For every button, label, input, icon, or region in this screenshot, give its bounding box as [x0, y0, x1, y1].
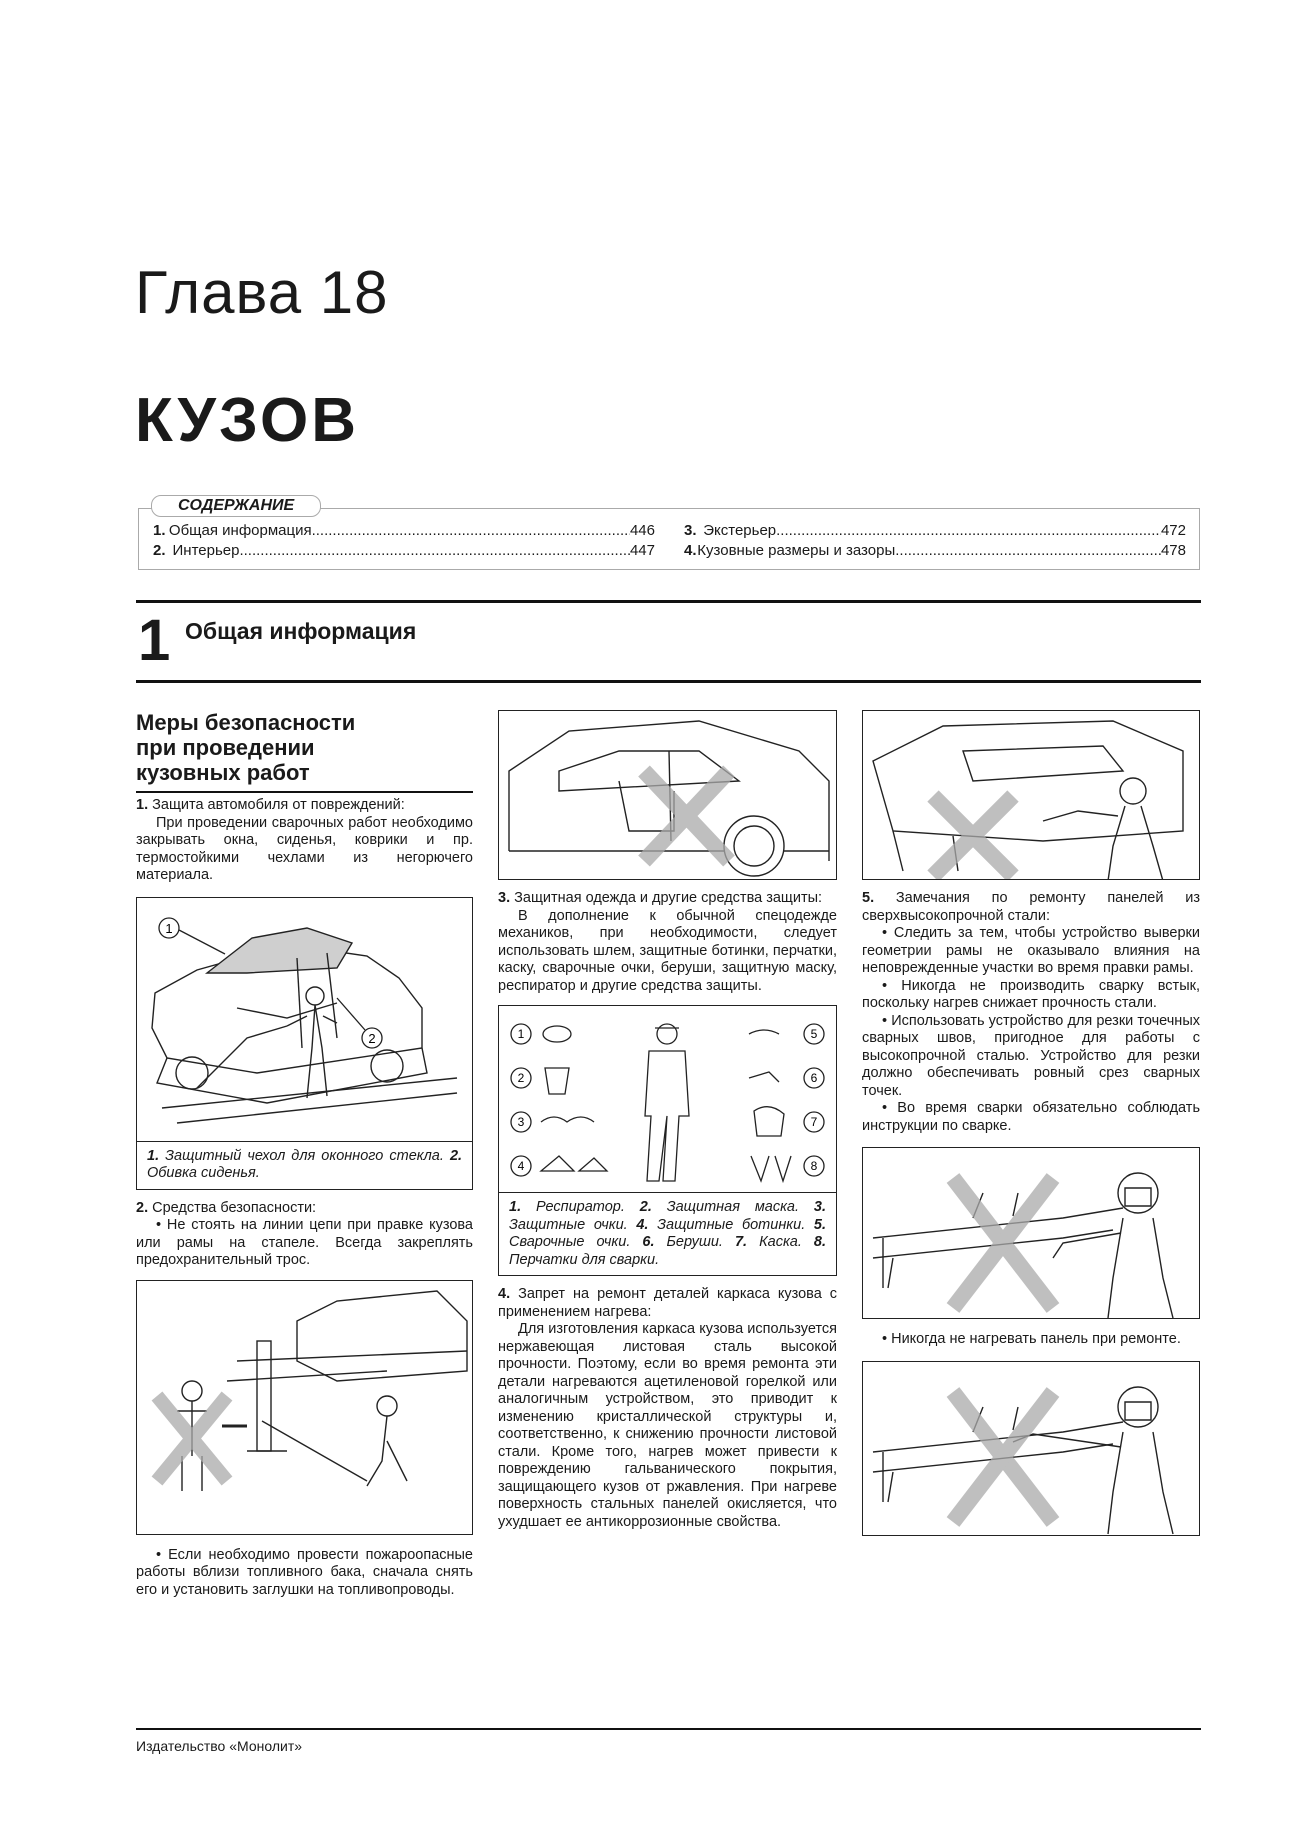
figure-butt-weld: [862, 1147, 1200, 1319]
toc-item[interactable]: 3. Экстерьер ..... 472: [684, 521, 1186, 541]
column-right: [862, 710, 1200, 1536]
subsection-heading: Меры безопасности при проведении кузовных работ: [136, 710, 473, 793]
item-5-bullet: • Никогда не производить сварку встык, поскольку нагрев снижает прочность стали.: [862, 977, 1200, 1011]
table-of-contents: [138, 497, 1200, 570]
chapter-label: Глава 18: [135, 259, 389, 326]
car-interior-illustration: [499, 711, 836, 880]
callout-3: 3: [517, 1115, 525, 1129]
callout-1: 1: [517, 1027, 525, 1041]
item-5-bullet: • Никогда не нагревать панель при ремонте.: [882, 1331, 1181, 1347]
figure-panel-heating: [862, 1361, 1200, 1536]
item-2-heading: 2. Средства безопасности:: [136, 1199, 317, 1216]
item-4-heading: 4. Запрет на ремонт деталей каркаса кузова с применением нагрева:: [498, 1286, 838, 1320]
footer-publisher: Издательство «Монолит»: [136, 1738, 303, 1754]
callout-7: 7: [810, 1115, 818, 1129]
figure-chain-straightening: [136, 1280, 473, 1535]
item-1-heading: 1. Защита автомобиля от повреждений:: [136, 797, 405, 813]
figure-frame-welding: [862, 710, 1200, 880]
section-title: Общая информация: [185, 618, 417, 644]
section-bottom-rule: [136, 680, 1201, 683]
car-welding-illustration: [137, 898, 472, 1142]
butt-weld-illustration: [863, 1148, 1199, 1319]
frame-straightening-illustration: [137, 1281, 472, 1535]
callout-6: 6: [810, 1071, 818, 1085]
section-number: 1: [138, 608, 171, 673]
frame-welding-illustration: [863, 711, 1199, 880]
figure-caption: 1. Защитный чехол для оконного стекла. 2. Обивка сиденья.: [136, 1142, 473, 1190]
toc-item[interactable]: 1. Общая информация ..... 446: [153, 521, 655, 541]
protective-gear-illustration: [499, 1006, 836, 1193]
callout-4: 4: [517, 1159, 525, 1173]
figure-protective-gear: [498, 1005, 837, 1193]
page-title: КУЗОВ: [135, 386, 359, 455]
item-2-body: • Не стоять на линии цепи при правке кузова или рамы на стапеле. Всегда закреплять предохранительный трос.: [136, 1217, 473, 1268]
toc-item[interactable]: 4. Кузовные размеры и зазоры ..... 478: [684, 541, 1186, 561]
callout-5: 5: [810, 1027, 818, 1041]
item-5-heading: 5. Замечания по ремонту панелей из сверхвысокопрочной стали:: [862, 890, 1200, 924]
item-1-body: При проведении сварочных работ необходимо закрывать окна, сиденья, коврики и пр. термостойкими чехлами из негорючего материала.: [136, 814, 473, 883]
toc-item[interactable]: 2. Интерьер ..... 447: [153, 541, 655, 561]
item-3-bullet: • Если необходимо провести пожароопасные работы вблизи топливного бака, сначала снять его и установить заглушки на топливопроводы.: [136, 1546, 473, 1598]
section-top-rule: [136, 600, 1201, 603]
callout-8: 8: [810, 1159, 818, 1173]
toc-label: СОДЕРЖАНИЕ: [151, 495, 321, 517]
item-3-heading: 3. Защитная одежда и другие средства защиты:: [498, 890, 823, 906]
footer-rule: [136, 1728, 1201, 1730]
figure-caption: 1. Респиратор. 2. Защитная маска. 3. Защитные очки. 4. Защитные ботинки. 5. Сварочные очки. 6. Беруши. 7. Каска. 8. Перчатки для сварки.: [498, 1193, 837, 1276]
item-5-bullet: • Во время сварки обязательно соблюдать инструкции по сварке.: [862, 1100, 1200, 1134]
item-4-body: Для изготовления каркаса кузова используется нержавеющая листовая сталь высокой прочности. Поэтому, если во время ремонта эти детали нагреваются ацетиленовой горелкой или аналогичным устройством, это приводит к изменению кристаллической структуры и, соответственно, к снижению прочности листовой стали. Кроме того, нагрев может привести к повреждению гальванического покрытия, защищающего кузов от ржавления. При нагреве поверхность стальных панелей окисляется, что ухудшает ее антикоррозионные свойства.: [498, 1321, 837, 1530]
column-left: [136, 710, 473, 1599]
item-5-bullet: • Использовать устройство для резки точечных сварных швов, пригодное для работы с высокопрочной сталью. Устройство для резки должно обеспечивать ровный срез сварных точек.: [862, 1012, 1200, 1099]
panel-heating-illustration: [863, 1362, 1199, 1536]
item-3-body: В дополнение к обычной спецодежде механиков, при необходимости, следует использовать шлем, защитные ботинки, перчатки, каску, сварочные очки, беруши, защитную маску, респиратор и другие средства защиты.: [498, 907, 837, 994]
callout-1: 1: [165, 920, 173, 936]
item-5-bullet: • Следить за тем, чтобы устройство выверки геометрии рамы не оказывало влияния на неповрежденные участки во время правки рамы.: [862, 925, 1200, 976]
figure-car-covers: [136, 897, 473, 1142]
column-middle: [498, 710, 837, 1531]
figure-interior-no-weld: [498, 710, 837, 880]
callout-2: 2: [517, 1071, 525, 1085]
callout-2: 2: [368, 1030, 376, 1046]
